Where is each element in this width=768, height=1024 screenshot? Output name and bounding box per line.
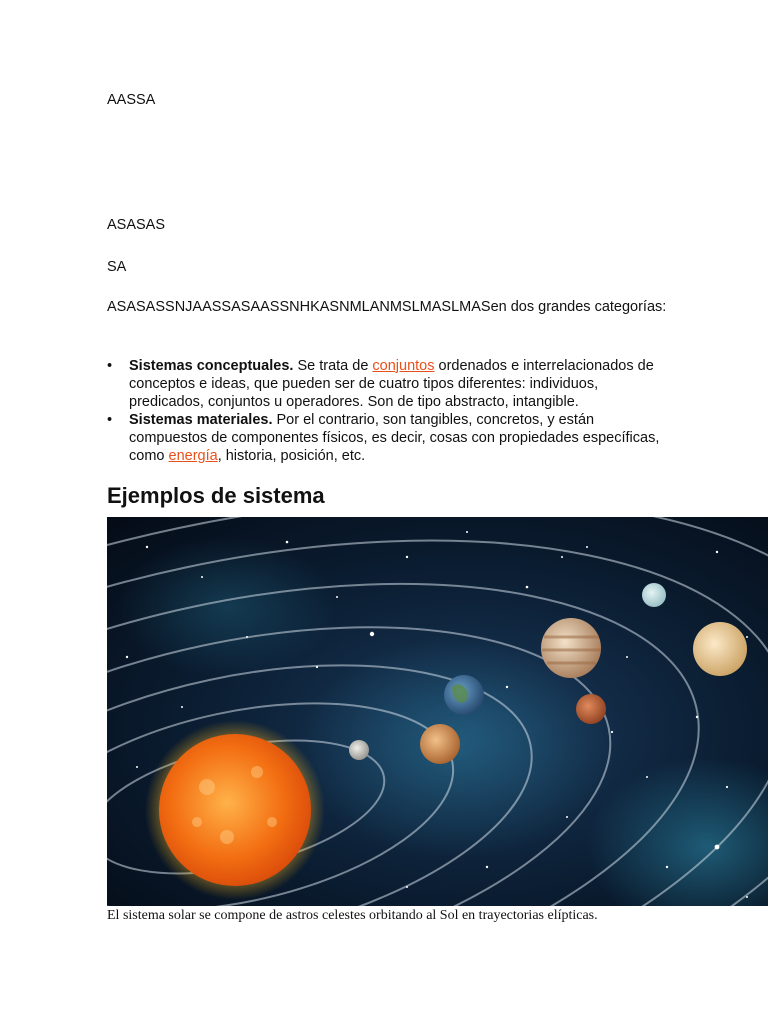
bullet-item-material (107, 411, 667, 465)
paragraph-asasas: ASASAS (107, 217, 166, 233)
bullet-text: Por el contrario, son tangibles, concretos, y están compuestos de componentes físicos, es decir, cosas con propiedades específicas, como (129, 412, 660, 464)
bullet-text: Se trata de (293, 358, 373, 374)
paragraph-aassa: AASSA (107, 92, 156, 108)
bullet-marker: • (107, 412, 113, 428)
image-caption: El sistema solar se compone de astros celestes orbitando al Sol en trayectorias elípticas. (107, 908, 598, 923)
link-conjuntos[interactable]: conjuntos (372, 358, 435, 374)
bullet-term: Sistemas materiales. (129, 412, 273, 428)
solar-system-image (107, 517, 768, 906)
paragraph-intro: ASASASSNJAASSASAASSNHKASNMLANMSLMASLMASen dos grandes categorías: (107, 299, 667, 315)
bullet-item-conceptual (107, 357, 667, 411)
section-heading: Ejemplos de sistema (107, 483, 325, 508)
bullet-text: ordenados e interrelacionados de conceptos e ideas, que pueden ser de cuatro tipos diferentes: individuos, predicados, conjuntos u operadores. Son de tipo abstracto, intangible. (129, 358, 654, 410)
bullet-text: , historia, posición, etc. (217, 448, 366, 464)
link-energia[interactable]: energía (168, 448, 218, 464)
bullet-marker: • (107, 358, 113, 374)
paragraph-sa: SA (107, 259, 127, 275)
bullet-term: Sistemas conceptuales. (129, 358, 294, 374)
bullet-list (107, 357, 667, 465)
